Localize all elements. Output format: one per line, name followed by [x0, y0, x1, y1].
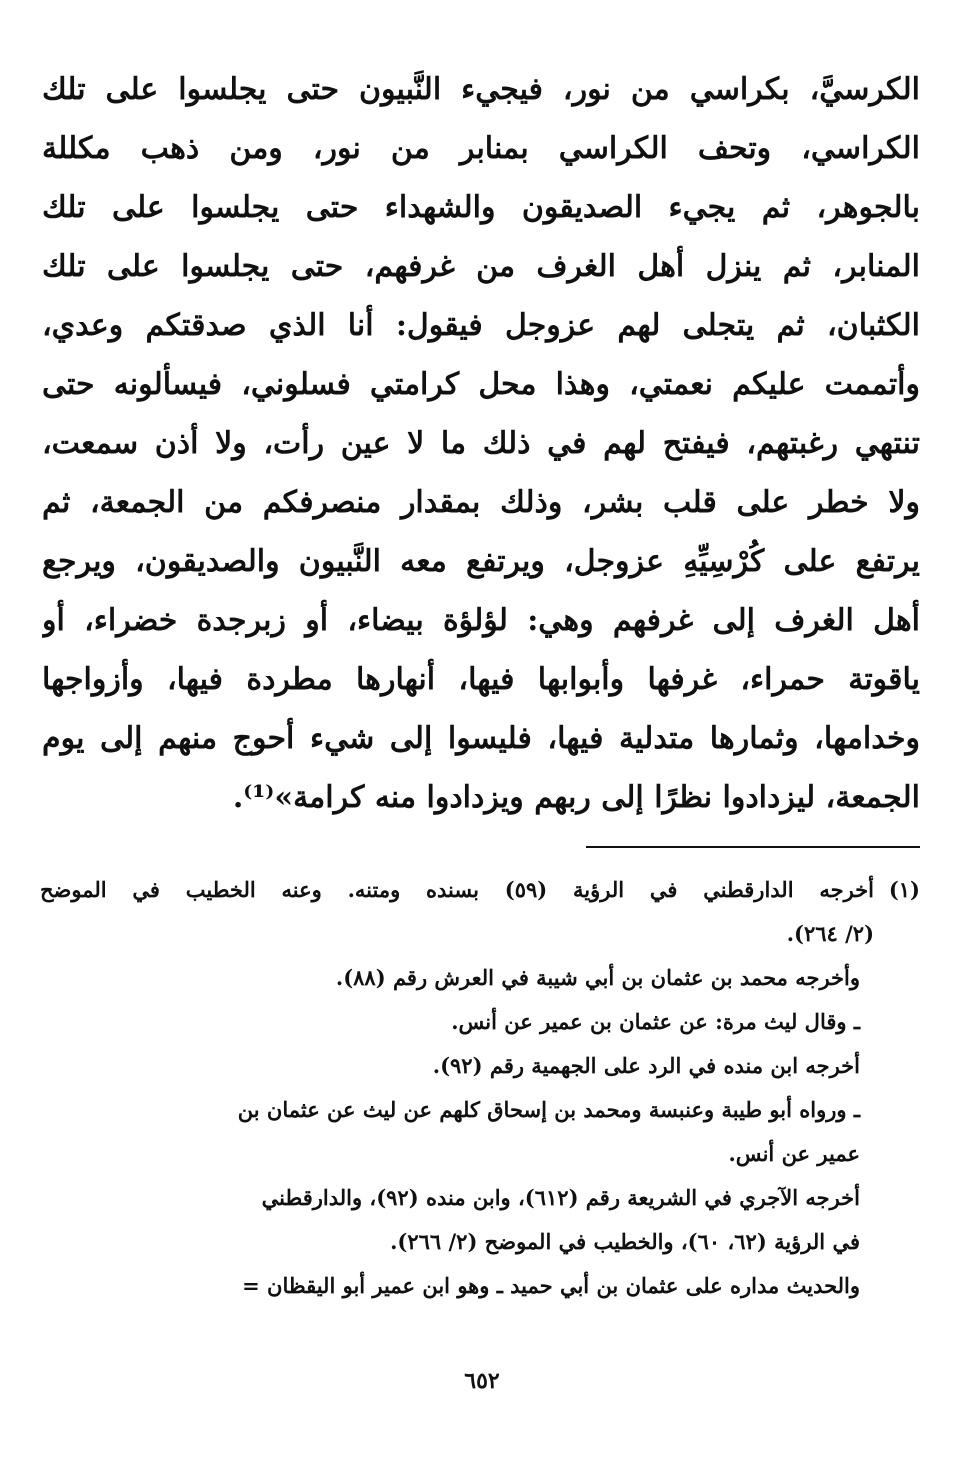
main-text-line: ياقوتة حمراء، غرفها وأبوابها فيها، أنهارها مطردة فيها، وأزواجها	[42, 662, 920, 697]
footnote-text: أخرجه الدارقطني في الرؤية (٥٩) بسنده ومتنه. وعنه الخطيب في الموضح	[40, 877, 874, 902]
main-text-line: الكراسي، وتحف الكراسي بمنابر من نور، ومن ذهب مكللة	[42, 131, 920, 166]
footnote-line: في الرؤية (٦٢، ٦٠)، والخطيب في الموضح (٢/ ٢٦٦).	[390, 1229, 860, 1254]
main-text-line: وأتممت عليكم نعمتي، وهذا محل كرامتي فسلوني، فيسألونه حتى	[42, 367, 920, 402]
main-text-line: الكرسيَّ، بكراسي من نور، فيجيء النَّبيون حتى يجلسوا على تلك	[42, 72, 920, 107]
footnote-divider	[586, 846, 920, 848]
footnote-line: ـ وقال ليث مرة: عن عثمان بن عمير عن أنس.	[451, 1009, 860, 1034]
footnote-line: أخرجه ابن منده في الرد على الجهمية رقم (٩٢).	[432, 1053, 860, 1078]
main-text-block	[42, 60, 920, 827]
footnote-line: أخرجه الآجري في الشريعة رقم (٦١٢)، وابن منده (٩٢)، والدارقطني	[261, 1185, 860, 1210]
main-text-line: يرتفع على كُرْسِيِّهِ عزوجل، ويرتفع معه النَّبيون والصديقون، ويرجع	[42, 544, 920, 579]
footnote-line: والحديث مداره على عثمان بن أبي حميد ـ وهو ابن عمير أبو اليقظان =	[242, 1273, 860, 1298]
footnote-line: ـ ورواه أبو طيبة وعنبسة ومحمد بن إسحاق كلهم عن ليث عن عثمان بن	[237, 1097, 860, 1122]
footnote-line: عمير عن أنس.	[728, 1141, 860, 1166]
footnote-number: (١)	[888, 877, 920, 902]
main-text-line: الجمعة، ليزدادوا نظرًا إلى ربهم ويزدادوا منه كرامة»⁽¹⁾.	[232, 780, 920, 815]
footnote-line	[40, 868, 920, 912]
main-text-line: الكثبان، ثم يتجلى لهم عزوجل فيقول: أنا الذي صدقتكم وعدي،	[42, 308, 920, 343]
main-text-line: وخدامها، وثمارها متدلية فيها، فليسوا إلى شيء أحوج منهم إلى يوم	[42, 721, 920, 756]
main-text-line: تنتهي رغبتهم، فيفتح لهم في ذلك ما لا عين رأت، ولا أذن سمعت،	[42, 426, 920, 461]
main-text-line: بالجوهر، ثم يجيء الصديقون والشهداء حتى يجلسوا على تلك	[42, 190, 920, 225]
main-text-line: المنابر، ثم ينزل أهل الغرف من غرفهم، حتى يجلسوا على تلك	[42, 249, 920, 284]
main-text-line: ولا خطر على قلب بشر، وذلك بمقدار منصرفكم من الجمعة، ثم	[42, 485, 920, 520]
footnotes-block	[40, 868, 920, 1308]
footnote-line: (٢/ ٢٦٤).	[786, 921, 874, 946]
footnote-line: وأخرجه محمد بن عثمان بن أبي شيبة في العرش رقم (٨٨).	[335, 965, 860, 990]
main-text-line: أهل الغرف إلى غرفهم وهي: لؤلؤة بيضاء، أو زبرجدة خضراء، أو	[42, 603, 920, 638]
page-number: ٦٥٢	[464, 1368, 500, 1394]
